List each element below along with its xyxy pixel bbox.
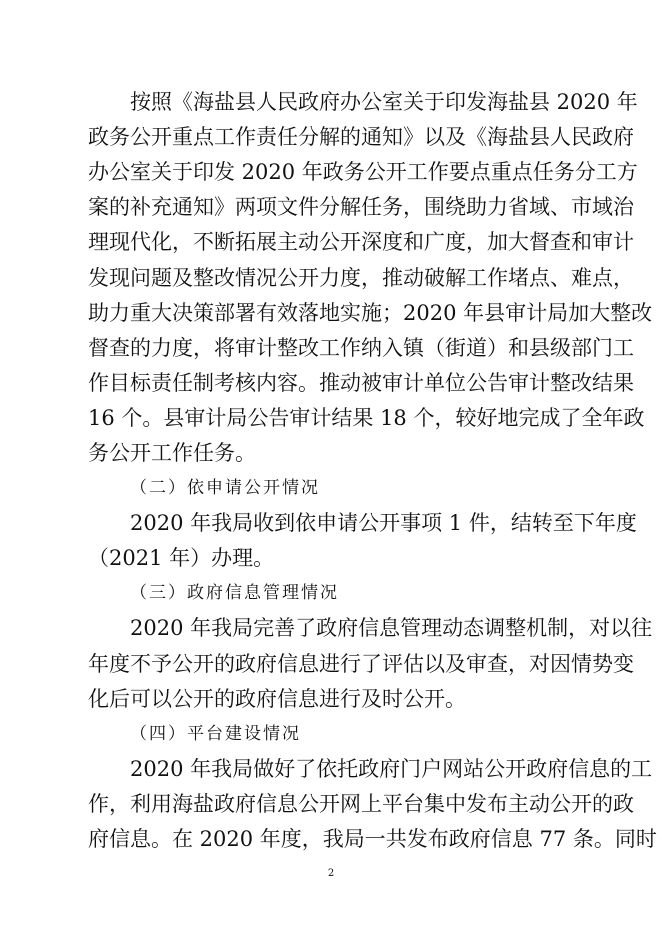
paragraph-1-line-1: 按照《海盐县人民政府办公室关于印发海盐县 2020 年 bbox=[130, 90, 638, 114]
section-4-line-3: 府信息。在 2020 年度，我局一共发布政府信息 77 条。同时 bbox=[88, 827, 657, 851]
section-3-line-3: 化后可以公开的政府信息进行及时公开。 bbox=[88, 686, 466, 711]
paragraph-1-line-2: 政务公开重点工作责任分解的通知》以及《海盐县人民政府 bbox=[88, 125, 634, 150]
paragraph-1-line-4: 案的补充通知》两项文件分解任务，围绕助力省域、市域治 bbox=[88, 195, 634, 220]
section-4-line-2: 作，利用海盐政府信息公开网上平台集中发布主动公开的政 bbox=[88, 791, 634, 816]
paragraph-1-line-5: 理现代化，不断拓展主动公开深度和广度，加大督查和审计 bbox=[88, 230, 634, 255]
section-heading-4: （四）平台建设情况 bbox=[130, 723, 301, 744]
section-heading-2: （二）依申请公开情况 bbox=[130, 478, 320, 498]
section-2-line-1: 2020 年我局收到依申请公开事项 1 件，结转至下年度 bbox=[130, 511, 637, 536]
paragraph-1-line-7: 助力重大决策部署有效落地实施；2020 年县审计局加大整改 bbox=[88, 300, 653, 325]
paragraph-1-line-11: 务公开工作任务。 bbox=[88, 441, 256, 465]
section-heading-3: （三）政府信息管理情况 bbox=[130, 583, 339, 604]
paragraph-1-line-6: 发现问题及整改情况公开力度，推动破解工作堵点、难点， bbox=[88, 265, 634, 290]
section-2-line-2: （2021 年）办理。 bbox=[88, 546, 275, 571]
page-number: 2 bbox=[327, 868, 335, 879]
section-3-line-2: 年度不予公开的政府信息进行了评估以及审查，对因情势变 bbox=[88, 651, 634, 676]
section-3-line-1: 2020 年我局完善了政府信息管理动态调整机制，对以往 bbox=[130, 616, 653, 641]
paragraph-1-line-10: 16 个。县审计局公告审计结果 18 个，较好地完成了全年政 bbox=[88, 405, 645, 430]
paragraph-1-line-9: 作目标责任制考核内容。推动被审计单位公告审计整改结果 bbox=[88, 370, 634, 395]
paragraph-1-line-8: 督查的力度，将审计整改工作纳入镇（街道）和县级部门工 bbox=[88, 335, 634, 360]
section-4-line-1: 2020 年我局做好了依托政府门户网站公开政府信息的工 bbox=[130, 756, 653, 781]
paragraph-1-line-3: 办公室关于印发 2020 年政务公开工作要点重点任务分工方 bbox=[88, 160, 638, 185]
